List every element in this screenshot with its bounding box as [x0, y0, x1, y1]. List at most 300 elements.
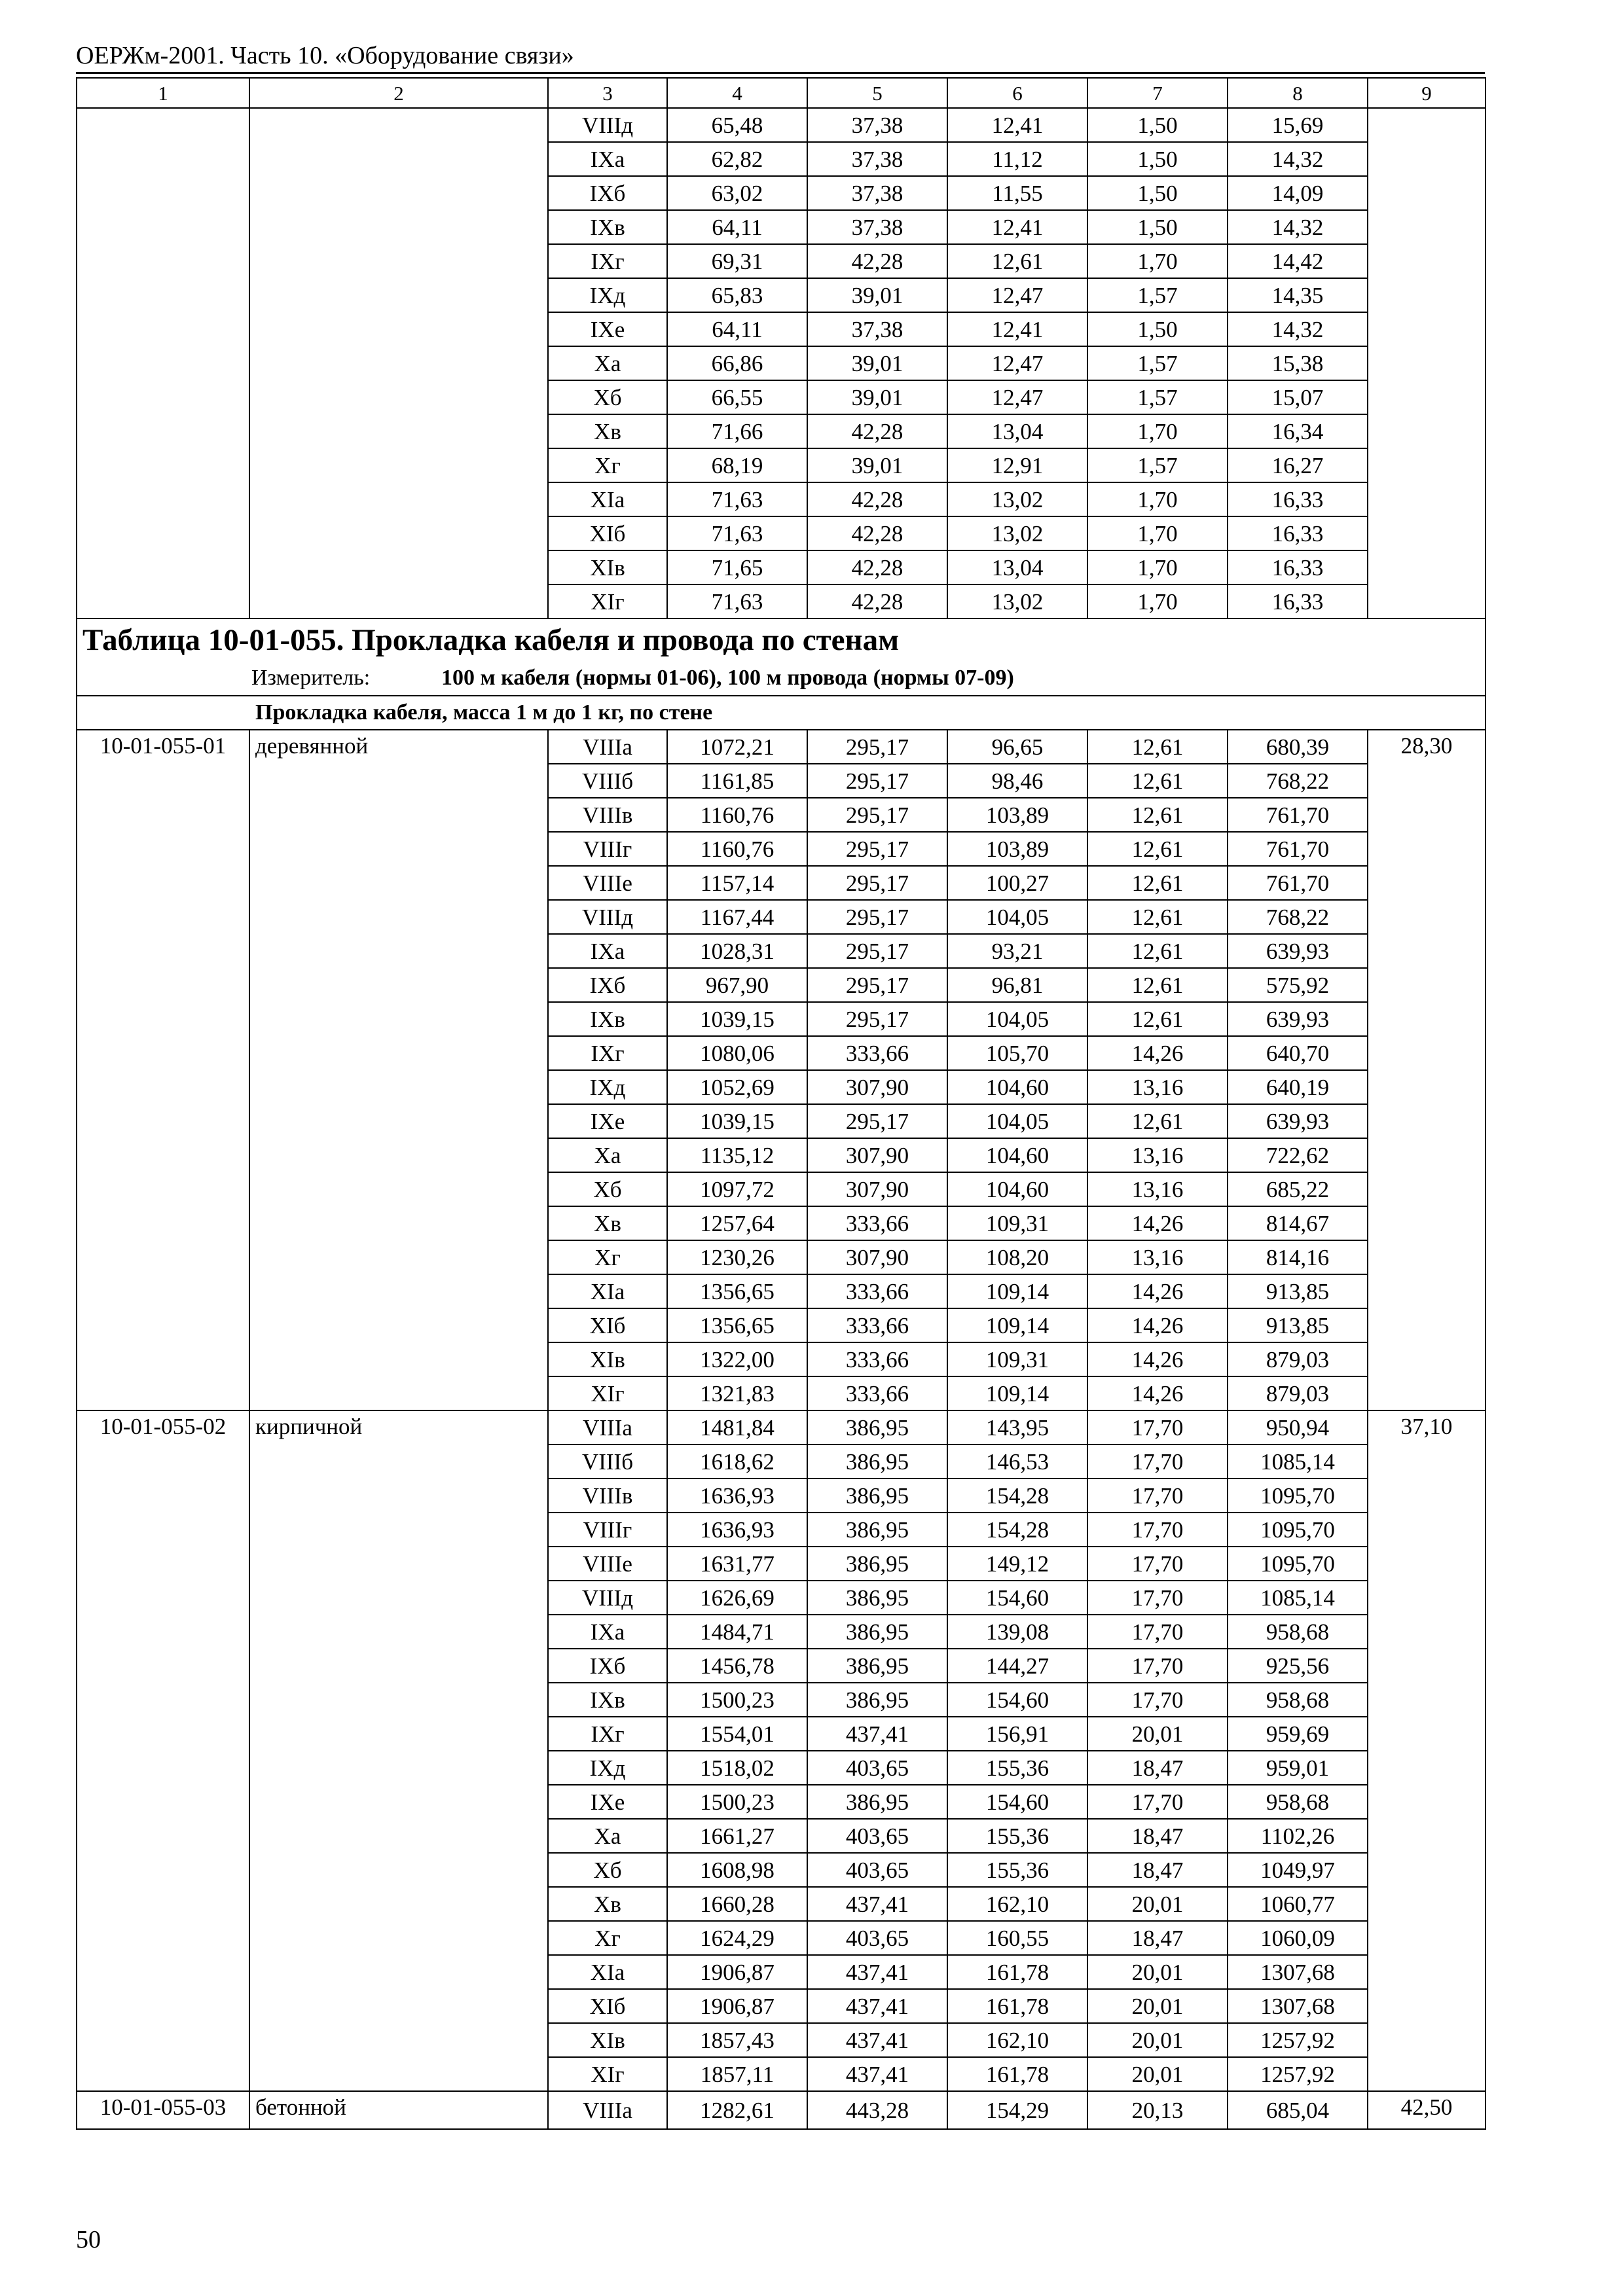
page-header: ОЕРЖм-2001. Часть 10. «Оборудование связи» — [76, 42, 574, 69]
value-col4: 65,48 — [667, 108, 807, 142]
value-col7: 12,61 — [1087, 934, 1228, 968]
value-col7: 17,70 — [1087, 1444, 1228, 1479]
value-col4: 71,66 — [667, 414, 807, 448]
meter-row — [77, 661, 1486, 696]
column-9-value — [1368, 108, 1486, 619]
category-cell: VIIIе — [548, 1547, 667, 1581]
value-col7: 13,16 — [1087, 1240, 1228, 1274]
value-col6: 156,91 — [947, 1717, 1087, 1751]
value-col8: 1307,68 — [1228, 1955, 1368, 1989]
value-col7: 1,50 — [1087, 312, 1228, 346]
column-9-value: 37,10 — [1368, 1410, 1486, 2091]
value-col4: 1160,76 — [667, 832, 807, 866]
value-col4: 1631,77 — [667, 1547, 807, 1581]
value-col4: 1661,27 — [667, 1819, 807, 1853]
value-col6: 109,14 — [947, 1308, 1087, 1342]
value-col8: 959,01 — [1228, 1751, 1368, 1785]
value-col5: 295,17 — [807, 1104, 947, 1138]
value-col7: 1,70 — [1087, 584, 1228, 619]
value-col4: 1660,28 — [667, 1887, 807, 1921]
value-col5: 39,01 — [807, 278, 947, 312]
value-col5: 333,66 — [807, 1308, 947, 1342]
value-col8: 925,56 — [1228, 1649, 1368, 1683]
value-col6: 98,46 — [947, 764, 1087, 798]
value-col4: 71,65 — [667, 550, 807, 584]
value-col7: 12,61 — [1087, 1104, 1228, 1138]
value-col7: 12,61 — [1087, 832, 1228, 866]
value-col7: 17,70 — [1087, 1683, 1228, 1717]
value-col6: 155,36 — [947, 1751, 1087, 1785]
category-cell: XIг — [548, 2057, 667, 2091]
value-col8: 1095,70 — [1228, 1513, 1368, 1547]
meter-value: 100 м кабеля (нормы 01-06), 100 м провода (нормы 07-09) — [441, 666, 1014, 690]
value-col8: 913,85 — [1228, 1308, 1368, 1342]
value-col6: 12,61 — [947, 244, 1087, 278]
category-cell: IXе — [548, 1104, 667, 1138]
value-col5: 437,41 — [807, 2023, 947, 2057]
value-col4: 1072,21 — [667, 730, 807, 764]
category-cell: VIIIа — [548, 1410, 667, 1444]
value-col4: 1456,78 — [667, 1649, 807, 1683]
category-cell: VIIIб — [548, 1444, 667, 1479]
value-col4: 1282,61 — [667, 2091, 807, 2129]
value-col5: 333,66 — [807, 1376, 947, 1410]
meter-label: Измеритель: — [251, 666, 371, 690]
value-col4: 1257,64 — [667, 1206, 807, 1240]
value-col6: 103,89 — [947, 832, 1087, 866]
value-col6: 12,47 — [947, 278, 1087, 312]
value-col6: 154,60 — [947, 1581, 1087, 1615]
value-col7: 17,70 — [1087, 1513, 1228, 1547]
value-col7: 13,16 — [1087, 1070, 1228, 1104]
value-col8: 685,04 — [1228, 2091, 1368, 2129]
value-col5: 295,17 — [807, 866, 947, 900]
value-col7: 12,61 — [1087, 900, 1228, 934]
value-col6: 144,27 — [947, 1649, 1087, 1683]
value-col6: 139,08 — [947, 1615, 1087, 1649]
value-col5: 437,41 — [807, 2057, 947, 2091]
value-col8: 958,68 — [1228, 1615, 1368, 1649]
value-col8: 1060,77 — [1228, 1887, 1368, 1921]
category-cell: IXа — [548, 1615, 667, 1649]
value-col6: 154,60 — [947, 1683, 1087, 1717]
category-cell: XIв — [548, 2023, 667, 2057]
column-number: 1 — [77, 78, 249, 108]
value-col8: 913,85 — [1228, 1274, 1368, 1308]
column-number: 4 — [667, 78, 807, 108]
value-col4: 71,63 — [667, 516, 807, 550]
value-col7: 17,70 — [1087, 1479, 1228, 1513]
value-col8: 639,93 — [1228, 934, 1368, 968]
value-col8: 761,70 — [1228, 866, 1368, 900]
value-col5: 295,17 — [807, 934, 947, 968]
value-col6: 162,10 — [947, 1887, 1087, 1921]
value-col8: 959,69 — [1228, 1717, 1368, 1751]
category-cell: IXг — [548, 244, 667, 278]
value-col6: 96,81 — [947, 968, 1087, 1002]
category-cell: XIб — [548, 1308, 667, 1342]
value-col7: 20,01 — [1087, 1717, 1228, 1751]
category-cell: VIIIв — [548, 798, 667, 832]
value-col7: 20,13 — [1087, 2091, 1228, 2129]
value-col6: 161,78 — [947, 1989, 1087, 2023]
value-col6: 146,53 — [947, 1444, 1087, 1479]
value-col4: 62,82 — [667, 142, 807, 176]
value-col7: 17,70 — [1087, 1615, 1228, 1649]
value-col8: 814,67 — [1228, 1206, 1368, 1240]
value-col6: 105,70 — [947, 1036, 1087, 1070]
table-row — [77, 108, 1486, 142]
value-col5: 307,90 — [807, 1070, 947, 1104]
value-col8: 1095,70 — [1228, 1479, 1368, 1513]
value-col4: 64,11 — [667, 210, 807, 244]
value-col8: 958,68 — [1228, 1785, 1368, 1819]
value-col8: 15,38 — [1228, 346, 1368, 380]
value-col4: 1500,23 — [667, 1785, 807, 1819]
column-number: 9 — [1368, 78, 1486, 108]
value-col5: 403,65 — [807, 1751, 947, 1785]
value-col7: 18,47 — [1087, 1921, 1228, 1955]
value-col7: 1,70 — [1087, 244, 1228, 278]
value-col7: 20,01 — [1087, 1887, 1228, 1921]
column-number: 7 — [1087, 78, 1228, 108]
value-col7: 14,26 — [1087, 1274, 1228, 1308]
value-col7: 1,50 — [1087, 108, 1228, 142]
category-cell: Xб — [548, 1172, 667, 1206]
value-col6: 161,78 — [947, 2057, 1087, 2091]
value-col7: 1,70 — [1087, 414, 1228, 448]
value-col6: 11,55 — [947, 176, 1087, 210]
column-number: 8 — [1228, 78, 1368, 108]
category-cell: VIIIв — [548, 1479, 667, 1513]
value-col5: 386,95 — [807, 1410, 947, 1444]
page-number: 50 — [76, 2226, 101, 2253]
value-col8: 879,03 — [1228, 1376, 1368, 1410]
value-col7: 1,70 — [1087, 550, 1228, 584]
value-col8: 1060,09 — [1228, 1921, 1368, 1955]
value-col6: 12,41 — [947, 108, 1087, 142]
value-col7: 20,01 — [1087, 2057, 1228, 2091]
value-col6: 109,14 — [947, 1376, 1087, 1410]
value-col5: 295,17 — [807, 798, 947, 832]
value-col5: 386,95 — [807, 1615, 947, 1649]
column-number: 6 — [947, 78, 1087, 108]
value-col6: 155,36 — [947, 1819, 1087, 1853]
value-col5: 295,17 — [807, 832, 947, 866]
value-col8: 639,93 — [1228, 1104, 1368, 1138]
value-col8: 15,69 — [1228, 108, 1368, 142]
value-col7: 12,61 — [1087, 764, 1228, 798]
value-col4: 1554,01 — [667, 1717, 807, 1751]
value-col6: 13,02 — [947, 584, 1087, 619]
category-cell: IXв — [548, 1002, 667, 1036]
category-cell: IXв — [548, 210, 667, 244]
rate-code: 10-01-055-01 — [77, 730, 249, 1410]
value-col5: 386,95 — [807, 1479, 947, 1513]
category-cell: IXд — [548, 278, 667, 312]
category-cell: IXг — [548, 1036, 667, 1070]
value-col5: 333,66 — [807, 1036, 947, 1070]
value-col5: 403,65 — [807, 1921, 947, 1955]
value-col7: 17,70 — [1087, 1649, 1228, 1683]
value-col7: 13,16 — [1087, 1172, 1228, 1206]
value-col8: 1257,92 — [1228, 2023, 1368, 2057]
value-col5: 386,95 — [807, 1683, 947, 1717]
category-cell: IXд — [548, 1070, 667, 1104]
value-col4: 1626,69 — [667, 1581, 807, 1615]
value-col4: 1356,65 — [667, 1274, 807, 1308]
value-col7: 18,47 — [1087, 1751, 1228, 1785]
value-col6: 13,02 — [947, 482, 1087, 516]
value-col8: 958,68 — [1228, 1683, 1368, 1717]
category-cell: XIв — [548, 550, 667, 584]
value-col4: 68,19 — [667, 448, 807, 482]
value-col7: 18,47 — [1087, 1819, 1228, 1853]
category-cell: VIIIа — [548, 2091, 667, 2129]
value-col4: 63,02 — [667, 176, 807, 210]
category-cell: VIIIг — [548, 1513, 667, 1547]
category-cell: Xа — [548, 1819, 667, 1853]
value-col6: 104,05 — [947, 1104, 1087, 1138]
value-col8: 14,32 — [1228, 142, 1368, 176]
value-col8: 639,93 — [1228, 1002, 1368, 1036]
value-col8: 950,94 — [1228, 1410, 1368, 1444]
value-col5: 295,17 — [807, 968, 947, 1002]
value-col5: 295,17 — [807, 1002, 947, 1036]
value-col5: 403,65 — [807, 1853, 947, 1887]
subheading-row — [77, 696, 1486, 730]
column-number: 2 — [249, 78, 548, 108]
value-col7: 1,70 — [1087, 482, 1228, 516]
value-col6: 11,12 — [947, 142, 1087, 176]
value-col7: 1,57 — [1087, 278, 1228, 312]
value-col5: 39,01 — [807, 346, 947, 380]
value-col6: 154,29 — [947, 2091, 1087, 2129]
value-col8: 14,09 — [1228, 176, 1368, 210]
category-cell: VIIIб — [548, 764, 667, 798]
category-cell: IXа — [548, 142, 667, 176]
value-col4: 1857,11 — [667, 2057, 807, 2091]
value-col4: 1322,00 — [667, 1342, 807, 1376]
value-col7: 20,01 — [1087, 1989, 1228, 2023]
value-col6: 104,05 — [947, 1002, 1087, 1036]
rate-name: кирпичной — [249, 1410, 548, 2091]
value-col8: 16,33 — [1228, 516, 1368, 550]
value-col7: 18,47 — [1087, 1853, 1228, 1887]
value-col7: 13,16 — [1087, 1138, 1228, 1172]
rates-table-container — [76, 77, 1485, 2130]
category-cell: Xв — [548, 1206, 667, 1240]
value-col6: 104,60 — [947, 1138, 1087, 1172]
value-col4: 65,83 — [667, 278, 807, 312]
column-number: 5 — [807, 78, 947, 108]
value-col6: 143,95 — [947, 1410, 1087, 1444]
rate-code — [77, 108, 249, 619]
value-col4: 1039,15 — [667, 1104, 807, 1138]
category-cell: Xв — [548, 1887, 667, 1921]
category-cell: IXв — [548, 1683, 667, 1717]
value-col6: 12,47 — [947, 346, 1087, 380]
category-cell: IXа — [548, 934, 667, 968]
value-col6: 13,02 — [947, 516, 1087, 550]
value-col8: 640,70 — [1228, 1036, 1368, 1070]
value-col5: 307,90 — [807, 1138, 947, 1172]
value-col6: 108,20 — [947, 1240, 1087, 1274]
category-cell: VIIIг — [548, 832, 667, 866]
value-col6: 109,31 — [947, 1342, 1087, 1376]
value-col6: 100,27 — [947, 866, 1087, 900]
value-col8: 1095,70 — [1228, 1547, 1368, 1581]
category-cell: Xг — [548, 1240, 667, 1274]
value-col5: 307,90 — [807, 1172, 947, 1206]
value-col5: 333,66 — [807, 1342, 947, 1376]
value-col4: 1321,83 — [667, 1376, 807, 1410]
value-col4: 71,63 — [667, 482, 807, 516]
value-col5: 386,95 — [807, 1444, 947, 1479]
value-col8: 575,92 — [1228, 968, 1368, 1002]
value-col5: 37,38 — [807, 108, 947, 142]
value-col6: 160,55 — [947, 1921, 1087, 1955]
value-col4: 1857,43 — [667, 2023, 807, 2057]
value-col4: 1230,26 — [667, 1240, 807, 1274]
value-col5: 437,41 — [807, 1989, 947, 2023]
category-cell: IXб — [548, 968, 667, 1002]
value-col4: 1906,87 — [667, 1989, 807, 2023]
value-col7: 14,26 — [1087, 1308, 1228, 1342]
column-9-value: 28,30 — [1368, 730, 1486, 1410]
value-col6: 109,31 — [947, 1206, 1087, 1240]
category-cell: Xг — [548, 448, 667, 482]
rate-code: 10-01-055-02 — [77, 1410, 249, 2091]
category-cell: IXб — [548, 176, 667, 210]
table-title: Таблица 10-01-055. Прокладка кабеля и провода по стенам — [77, 619, 1486, 661]
value-col4: 1500,23 — [667, 1683, 807, 1717]
value-col4: 1481,84 — [667, 1410, 807, 1444]
value-col4: 1161,85 — [667, 764, 807, 798]
value-col7: 20,01 — [1087, 1955, 1228, 1989]
value-col8: 761,70 — [1228, 832, 1368, 866]
value-col6: 104,60 — [947, 1070, 1087, 1104]
category-cell: VIIIд — [548, 108, 667, 142]
value-col8: 1307,68 — [1228, 1989, 1368, 2023]
value-col4: 1080,06 — [667, 1036, 807, 1070]
value-col4: 1160,76 — [667, 798, 807, 832]
value-col4: 1618,62 — [667, 1444, 807, 1479]
value-col8: 685,22 — [1228, 1172, 1368, 1206]
table-row — [77, 2091, 1486, 2129]
value-col5: 42,28 — [807, 244, 947, 278]
value-col8: 1257,92 — [1228, 2057, 1368, 2091]
table-row — [77, 1410, 1486, 1444]
rate-name: бетонной — [249, 2091, 548, 2129]
value-col8: 1085,14 — [1228, 1444, 1368, 1479]
value-col4: 1039,15 — [667, 1002, 807, 1036]
value-col4: 1636,93 — [667, 1513, 807, 1547]
value-col5: 39,01 — [807, 380, 947, 414]
value-col4: 1052,69 — [667, 1070, 807, 1104]
category-cell: Xв — [548, 414, 667, 448]
value-col5: 437,41 — [807, 1955, 947, 1989]
value-col6: 154,28 — [947, 1513, 1087, 1547]
value-col4: 1135,12 — [667, 1138, 807, 1172]
value-col7: 14,26 — [1087, 1342, 1228, 1376]
category-cell: Xб — [548, 380, 667, 414]
value-col7: 1,50 — [1087, 142, 1228, 176]
value-col7: 17,70 — [1087, 1785, 1228, 1819]
value-col6: 12,47 — [947, 380, 1087, 414]
value-col6: 162,10 — [947, 2023, 1087, 2057]
value-col5: 386,95 — [807, 1547, 947, 1581]
rates-table — [76, 77, 1486, 2130]
value-col5: 295,17 — [807, 764, 947, 798]
value-col6: 149,12 — [947, 1547, 1087, 1581]
value-col5: 37,38 — [807, 176, 947, 210]
category-cell: XIб — [548, 1989, 667, 2023]
value-col4: 1157,14 — [667, 866, 807, 900]
value-col8: 1085,14 — [1228, 1581, 1368, 1615]
value-col5: 42,28 — [807, 516, 947, 550]
value-col8: 1102,26 — [1228, 1819, 1368, 1853]
value-col7: 17,70 — [1087, 1581, 1228, 1615]
value-col8: 680,39 — [1228, 730, 1368, 764]
category-cell: VIIIа — [548, 730, 667, 764]
value-col6: 12,91 — [947, 448, 1087, 482]
value-col6: 155,36 — [947, 1853, 1087, 1887]
value-col5: 42,28 — [807, 482, 947, 516]
value-col7: 12,61 — [1087, 968, 1228, 1002]
value-col7: 14,26 — [1087, 1036, 1228, 1070]
value-col7: 20,01 — [1087, 2023, 1228, 2057]
category-cell: Xа — [548, 346, 667, 380]
category-cell: XIа — [548, 1274, 667, 1308]
category-cell: Xа — [548, 1138, 667, 1172]
category-cell: VIIIд — [548, 1581, 667, 1615]
value-col7: 12,61 — [1087, 730, 1228, 764]
value-col7: 1,50 — [1087, 210, 1228, 244]
value-col6: 109,14 — [947, 1274, 1087, 1308]
subheading: Прокладка кабеля, масса 1 м до 1 кг, по стене — [77, 696, 1486, 730]
value-col7: 14,26 — [1087, 1206, 1228, 1240]
value-col5: 437,41 — [807, 1717, 947, 1751]
category-cell: XIа — [548, 1955, 667, 1989]
value-col4: 1356,65 — [667, 1308, 807, 1342]
value-col5: 307,90 — [807, 1240, 947, 1274]
value-col7: 17,70 — [1087, 1547, 1228, 1581]
category-cell: IXд — [548, 1751, 667, 1785]
category-cell: VIIIд — [548, 900, 667, 934]
value-col6: 104,60 — [947, 1172, 1087, 1206]
value-col4: 66,55 — [667, 380, 807, 414]
header-rule — [76, 72, 1485, 74]
value-col6: 93,21 — [947, 934, 1087, 968]
value-col5: 386,95 — [807, 1649, 947, 1683]
value-col5: 333,66 — [807, 1206, 947, 1240]
value-col4: 64,11 — [667, 312, 807, 346]
value-col8: 722,62 — [1228, 1138, 1368, 1172]
value-col5: 386,95 — [807, 1513, 947, 1547]
value-col5: 295,17 — [807, 900, 947, 934]
value-col4: 967,90 — [667, 968, 807, 1002]
value-col4: 1028,31 — [667, 934, 807, 968]
value-col4: 1484,71 — [667, 1615, 807, 1649]
value-col7: 12,61 — [1087, 866, 1228, 900]
value-col8: 16,34 — [1228, 414, 1368, 448]
value-col4: 1167,44 — [667, 900, 807, 934]
value-col6: 13,04 — [947, 414, 1087, 448]
value-col6: 12,41 — [947, 312, 1087, 346]
category-cell: XIг — [548, 584, 667, 619]
value-col8: 768,22 — [1228, 764, 1368, 798]
